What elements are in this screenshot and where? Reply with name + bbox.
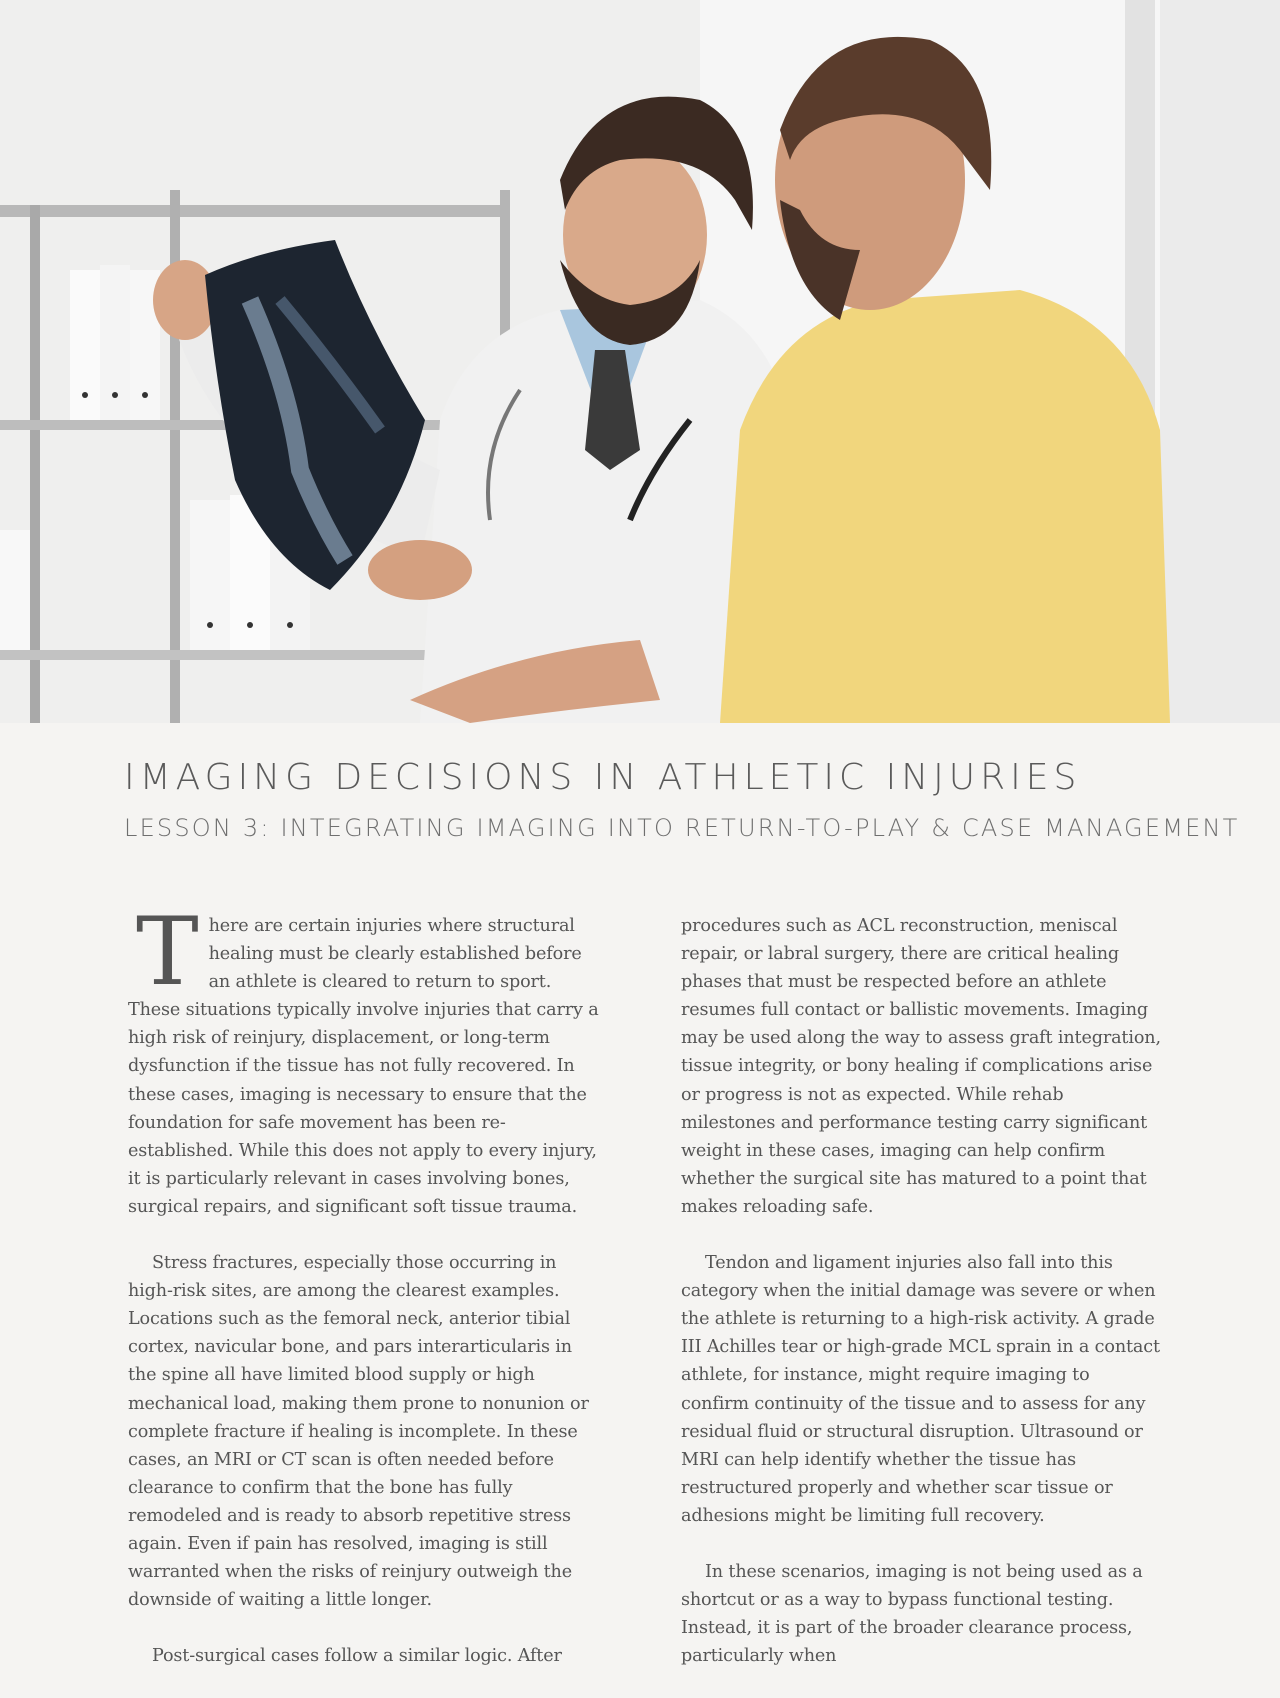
article-paragraph: In these scenarios, imaging is not being used as a shortcut or as a way to bypass functional testing. Instead, it is part of the broader clearance process, particularly when	[681, 1561, 1143, 1667]
hero-image	[0, 0, 1280, 723]
doctor-patient-illustration	[0, 0, 1280, 723]
lesson-subtitle: LESSON 3: INTEGRATING IMAGING INTO RETURN-TO-PLAY & CASE MANAGEMENT	[124, 814, 1240, 842]
paragraph-text: here are certain injuries where structural healing must be clearly established before an athlete is cleared to return to sport. These situations typically involve injuries that carry a high risk of reinjury, displacement, or long-term dysfunction if the tissue has not fully recovered. In these cases, imaging is necessary to ensure that the foundation for safe movement has been re-established. While this does not apply to every injury, it is particularly relevant in cases involving bones, surgical repairs, and significant soft tissue trauma.	[128, 916, 599, 1217]
page-title: IMAGING DECISIONS IN ATHLETIC INJURIES	[124, 757, 1082, 798]
article-column-left	[128, 898, 603, 1698]
drop-cap: T	[136, 898, 199, 1007]
article-paragraph: procedures such as ACL reconstruction, meniscal repair, or labral surgery, there are critical healing phases that must be respected before an athlete resumes full contact or ballistic movements. Imaging may be used along the way to assess graft integration, tissue integrity, or bony healing if complications arise or progress is not as expected. While rehab milestones and performance testing carry significant weight in these cases, imaging can help confirm whether the surgical site has matured to a point that makes reloading safe.	[681, 916, 1161, 1217]
article-paragraph	[128, 898, 603, 1221]
article-paragraph: Post-surgical cases follow a similar logic. After	[152, 1646, 562, 1667]
article-paragraph: Tendon and ligament injuries also fall into this category when the initial damage was severe or when the athlete is returning to a high-risk activity. A grade III Achilles tear or high-grade MCL sprain in a contact athlete, for instance, might require imaging to confirm continuity of the tissue and to assess for any residual fluid or structural disruption. Ultrasound or MRI can help identify whether the tissue has restructured properly and whether scar tissue or adhesions might be limiting full recovery.	[681, 1253, 1160, 1526]
article-paragraph: Stress fractures, especially those occurring in high-risk sites, are among the clearest examples. Locations such as the femoral neck, anterior tibial cortex, navicular bone, and pars interarticularis in the spine all have limited blood supply or high mechanical load, making them prone to nonunion or complete fracture if healing is incomplete. In these cases, an MRI or CT scan is often needed before clearance to confirm that the bone has fully remodeled and is ready to absorb repetitive stress again. Even if pain has resolved, imaging is still warranted when the risks of reinjury outweigh the downside of waiting a little longer.	[128, 1253, 589, 1611]
article-column-right	[681, 912, 1161, 1698]
